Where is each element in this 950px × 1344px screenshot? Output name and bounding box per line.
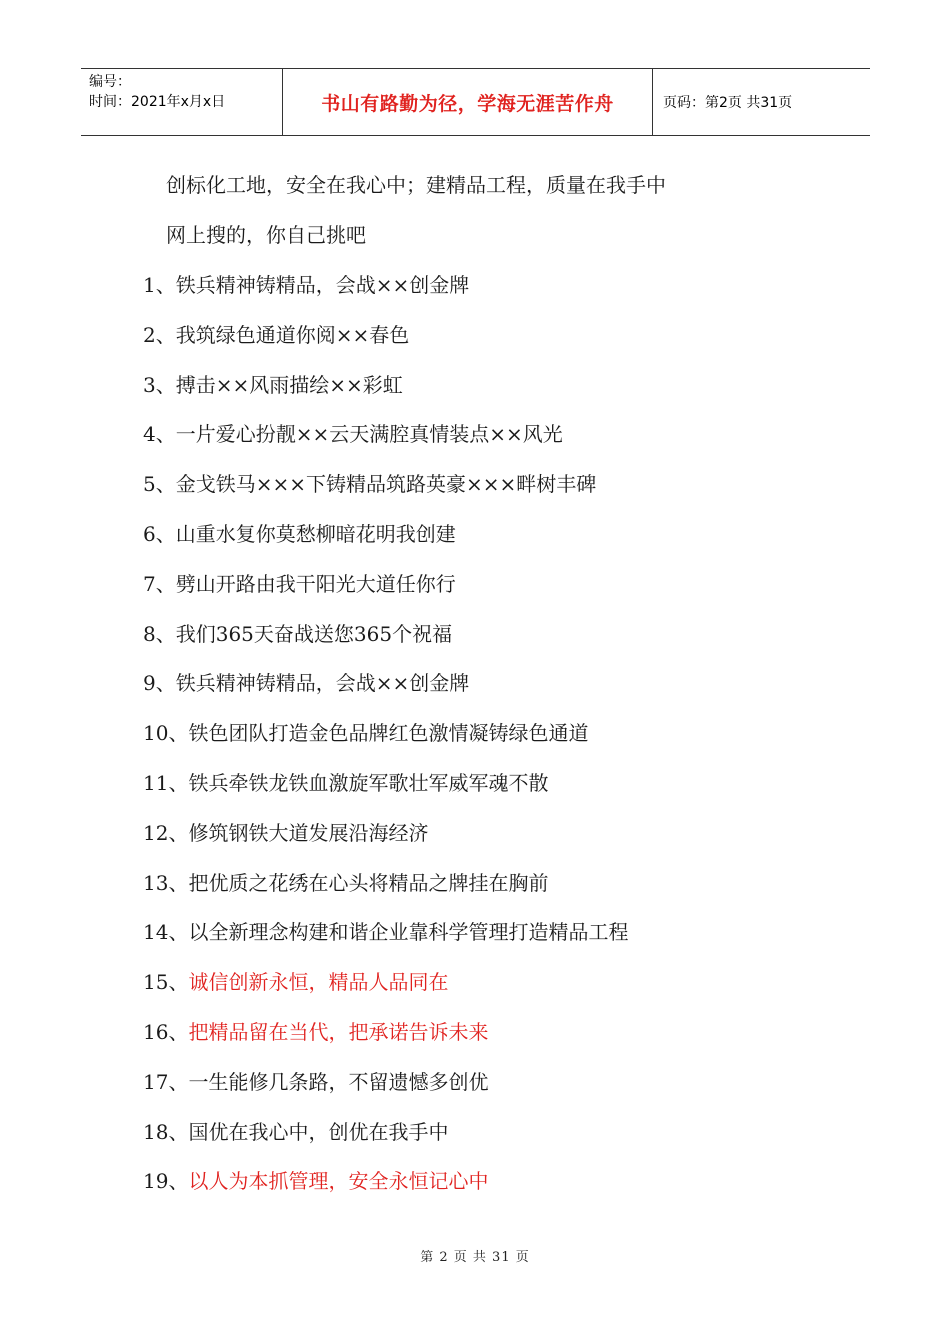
- list-item-text: 搏击××风雨描绘××彩虹: [175, 372, 403, 397]
- list-item-text: 山重水复你莫愁柳暗花明我创建: [175, 522, 456, 546]
- list-item: [143, 1168, 488, 1194]
- list-item: [143, 919, 628, 945]
- list-item: [143, 322, 409, 348]
- list-item-number: 11、: [143, 771, 189, 795]
- list-item-number: 13、: [143, 870, 189, 895]
- list-item-number: 3、: [143, 372, 176, 397]
- list-item-text: 以人为本抓管理，安全永恒记心中: [188, 1169, 489, 1194]
- list-item-number: 9、: [143, 671, 176, 696]
- header-page-info: 页码：第2页 共31页: [663, 95, 793, 111]
- document-time-label: 时间：2021年x月x日: [89, 94, 226, 110]
- list-item-number: 7、: [143, 571, 176, 596]
- page-header: [81, 68, 870, 136]
- intro-line-1: 创标化工地，安全在我心中；建精品工程，质量在我手中: [166, 173, 666, 197]
- list-item-text: 铁兵精神铸精品，会战××创金牌: [175, 671, 470, 696]
- list-item: [143, 421, 563, 447]
- intro-line-2: 网上搜的，你自己挑吧: [166, 223, 366, 247]
- list-item-text: 把优质之花绣在心头将精品之牌挂在胸前: [188, 870, 549, 895]
- list-item-number: 12、: [143, 820, 189, 845]
- list-item-number: 5、: [143, 472, 176, 497]
- list-item-text: 金戈铁马×××下铸精品筑路英豪×××畔树丰碑: [175, 472, 597, 497]
- list-item: [143, 521, 456, 547]
- list-item-number: 2、: [143, 322, 176, 347]
- list-item: [143, 770, 548, 796]
- list-item: [143, 720, 588, 746]
- list-item-text: 劈山开路由我干阳光大道任你行: [175, 571, 456, 596]
- list-item: [143, 969, 448, 995]
- list-item: [143, 870, 548, 896]
- list-item-text: 诚信创新永恒，精品人品同在: [188, 970, 449, 995]
- list-item-number: 18、: [143, 1119, 189, 1144]
- list-item-text: 以全新理念构建和谐企业靠科学管理打造精品工程: [188, 920, 629, 945]
- list-item-text: 一生能修几条路，不留遗憾多创优: [188, 1069, 489, 1094]
- list-item-number: 8、: [143, 621, 176, 646]
- list-item: [143, 471, 596, 497]
- header-motto: 书山有路勤为径，学海无涯苦作舟: [283, 69, 653, 135]
- list-item: [143, 1119, 448, 1145]
- list-item: [143, 1019, 488, 1045]
- list-item-text: 把精品留在当代，把承诺告诉未来: [188, 1020, 489, 1044]
- list-item: [143, 621, 452, 647]
- list-item: [143, 372, 403, 398]
- list-item-text: 修筑钢铁大道发展沿海经济: [188, 820, 429, 845]
- list-item-text: 铁兵牵铁龙铁血激旋军歌壮军威军魂不散: [188, 771, 549, 795]
- list-item: [143, 670, 469, 696]
- list-item-number: 19、: [143, 1169, 189, 1194]
- list-item-number: 14、: [143, 920, 189, 945]
- list-item: [143, 571, 456, 597]
- list-item-number: 4、: [143, 422, 176, 447]
- list-item-number: 16、: [143, 1020, 189, 1044]
- list-item-text: 铁兵精神铸精品，会战××创金牌: [175, 273, 470, 297]
- list-item-number: 17、: [143, 1069, 189, 1094]
- list-item-number: 6、: [143, 522, 176, 546]
- list-item-text: 一片爱心扮靓××云天满腔真情装点××风光: [175, 422, 563, 447]
- document-number-label: 编号：: [89, 74, 131, 90]
- list-item-text: 铁色团队打造金色品牌红色激情凝铸绿色通道: [188, 721, 589, 746]
- list-item-number: 10、: [143, 721, 189, 746]
- list-item-number: 1、: [143, 273, 176, 297]
- list-item-number: 15、: [143, 970, 189, 995]
- header-meta: [81, 69, 283, 135]
- list-item: [143, 1069, 488, 1095]
- page-footer: 第 2 页 共 31 页: [420, 1250, 530, 1265]
- list-item-text: 我们365天奋战送您365个祝福: [175, 621, 453, 646]
- list-item-text: 我筑绿色通道你阅××春色: [175, 322, 410, 347]
- list-item: [143, 272, 469, 298]
- list-item: [143, 820, 428, 846]
- list-item-text: 国优在我心中，创优在我手中: [188, 1119, 449, 1144]
